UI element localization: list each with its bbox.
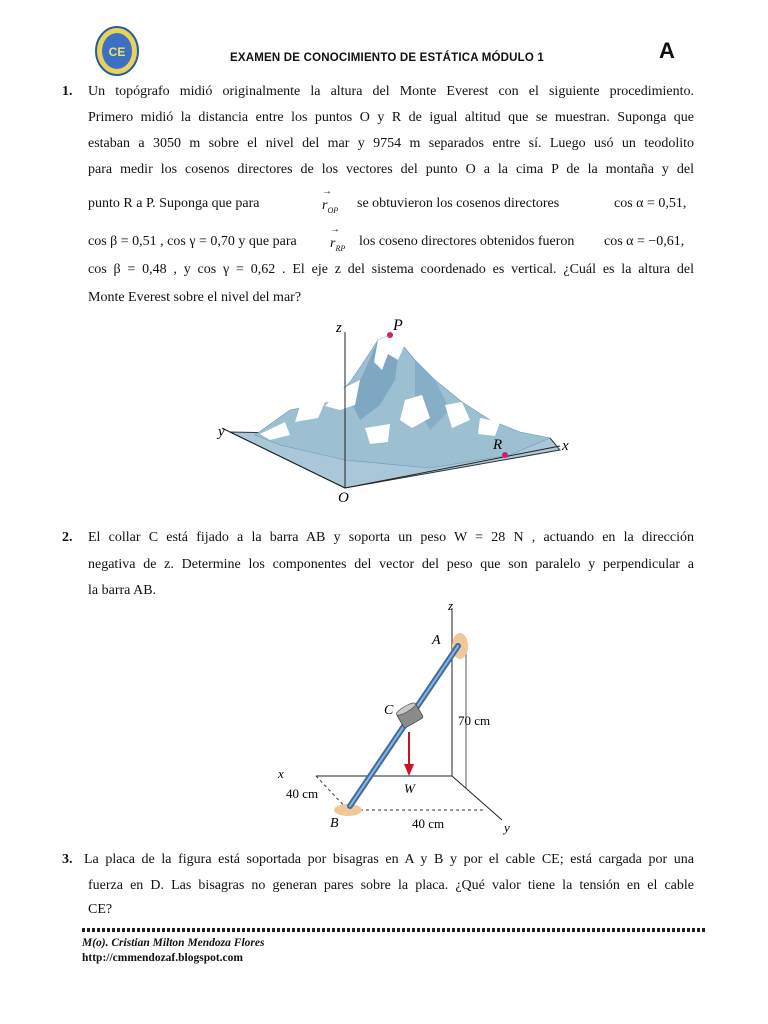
p1-line-6c: cos α = −0,61, bbox=[604, 234, 685, 249]
fig1-p-label: P bbox=[393, 317, 403, 334]
p1-line-6b: los coseno directores obtenidos fueron bbox=[359, 234, 575, 249]
fig1-r-label: R bbox=[493, 437, 503, 453]
problem-3-number: 3. bbox=[62, 852, 73, 867]
vec-rp-symbol: → r bbox=[330, 236, 335, 252]
vector-r-rp bbox=[330, 236, 345, 253]
fig2-x-label: x bbox=[278, 766, 284, 781]
fig1-o-label: O bbox=[338, 490, 349, 506]
university-seal-icon bbox=[95, 26, 139, 76]
p3-line-3: CE? bbox=[88, 902, 113, 917]
fig2-dim-40-bottom: 40 cm bbox=[412, 816, 445, 831]
p2-line-1: El collar C está fijado a la barra AB y soporta un peso W = 28 N , actuando en la dirección bbox=[88, 530, 694, 545]
p1-line-5b: se obtuvieron los cosenos directores bbox=[357, 196, 560, 211]
footer-divider bbox=[82, 928, 706, 932]
seal-text: CE bbox=[108, 45, 126, 59]
fig1-x-label: x bbox=[562, 438, 569, 454]
p2-line-2: negativa de z. Determine los componentes del vector del peso que son paralelo y perpendicular a bbox=[88, 557, 694, 572]
p1-line-5a: punto R a P. Suponga que para bbox=[88, 196, 260, 211]
exam-version: A bbox=[659, 38, 675, 63]
fig2-c-label: C bbox=[384, 703, 394, 718]
everest-figure bbox=[200, 310, 580, 510]
p1-line-4: para medir los cosenos directores de los vectores del punto O a la cima P de la montaña y del bbox=[88, 162, 694, 177]
fig2-dim-40-left: 40 cm bbox=[286, 786, 319, 801]
p3-line-2: fuerza en D. Las bisagras no generan pares sobre la placa. ¿Qué valor tiene la tensión en el cable bbox=[88, 878, 694, 893]
footer-url: http://cmmendozaf.blogspot.com bbox=[82, 952, 243, 964]
collar-rod-figure bbox=[270, 598, 530, 838]
p1-line-2: Primero midió la distancia entre los puntos O y R de igual altitud que se muestran. Suponga que bbox=[88, 110, 694, 125]
p1-line-5c: cos α = 0,51, bbox=[614, 196, 687, 211]
fig2-z-label: z bbox=[448, 598, 454, 613]
exam-title: EXAMEN DE CONOCIMIENTO DE ESTÁTICA MÓDULO 1 bbox=[230, 52, 545, 64]
fig1-y-label: y bbox=[218, 424, 225, 440]
vec-rp-subscript: RP bbox=[335, 243, 346, 253]
vec-op-subscript: OP bbox=[327, 205, 339, 215]
p1-line-3: estaban a 3050 m sobre el nivel del mar y 9754 m separados entre sí. Luego usó un teodolito bbox=[88, 136, 694, 151]
point-r-marker bbox=[502, 452, 508, 458]
problem-2-number: 2. bbox=[62, 530, 73, 545]
p1-line-1: Un topógrafo midió originalmente la altura del Monte Everest con el siguiente procedimiento. bbox=[88, 84, 694, 99]
footer-author: M(o). Cristian Milton Mendoza Flores bbox=[82, 937, 265, 949]
fig1-z-label: z bbox=[336, 320, 342, 336]
fig2-y-label: y bbox=[504, 820, 510, 835]
p1-line-7: cos β = 0,48 , y cos γ = 0,62 . El eje z del sistema coordenado es vertical. ¿Cuál es la altura del bbox=[88, 262, 694, 277]
p1-line-6a: cos β = 0,51 , cos γ = 0,70 y que para bbox=[88, 234, 297, 249]
fig2-b-label: B bbox=[330, 816, 339, 831]
vec-op-symbol: → r bbox=[322, 198, 327, 214]
fig2-a-label: A bbox=[432, 633, 441, 648]
p2-line-3: la barra AB. bbox=[88, 583, 157, 598]
p1-line-8: Monte Everest sobre el nivel del mar? bbox=[88, 290, 302, 305]
fig2-w-label: W bbox=[404, 781, 415, 796]
p3-line-1: La placa de la figura está soportada por bisagras en A y B y por el cable CE; está cargada por una bbox=[84, 852, 694, 867]
fig2-dim-70: 70 cm bbox=[458, 713, 491, 728]
problem-1-number: 1. bbox=[62, 84, 73, 99]
vector-r-op bbox=[322, 198, 338, 215]
